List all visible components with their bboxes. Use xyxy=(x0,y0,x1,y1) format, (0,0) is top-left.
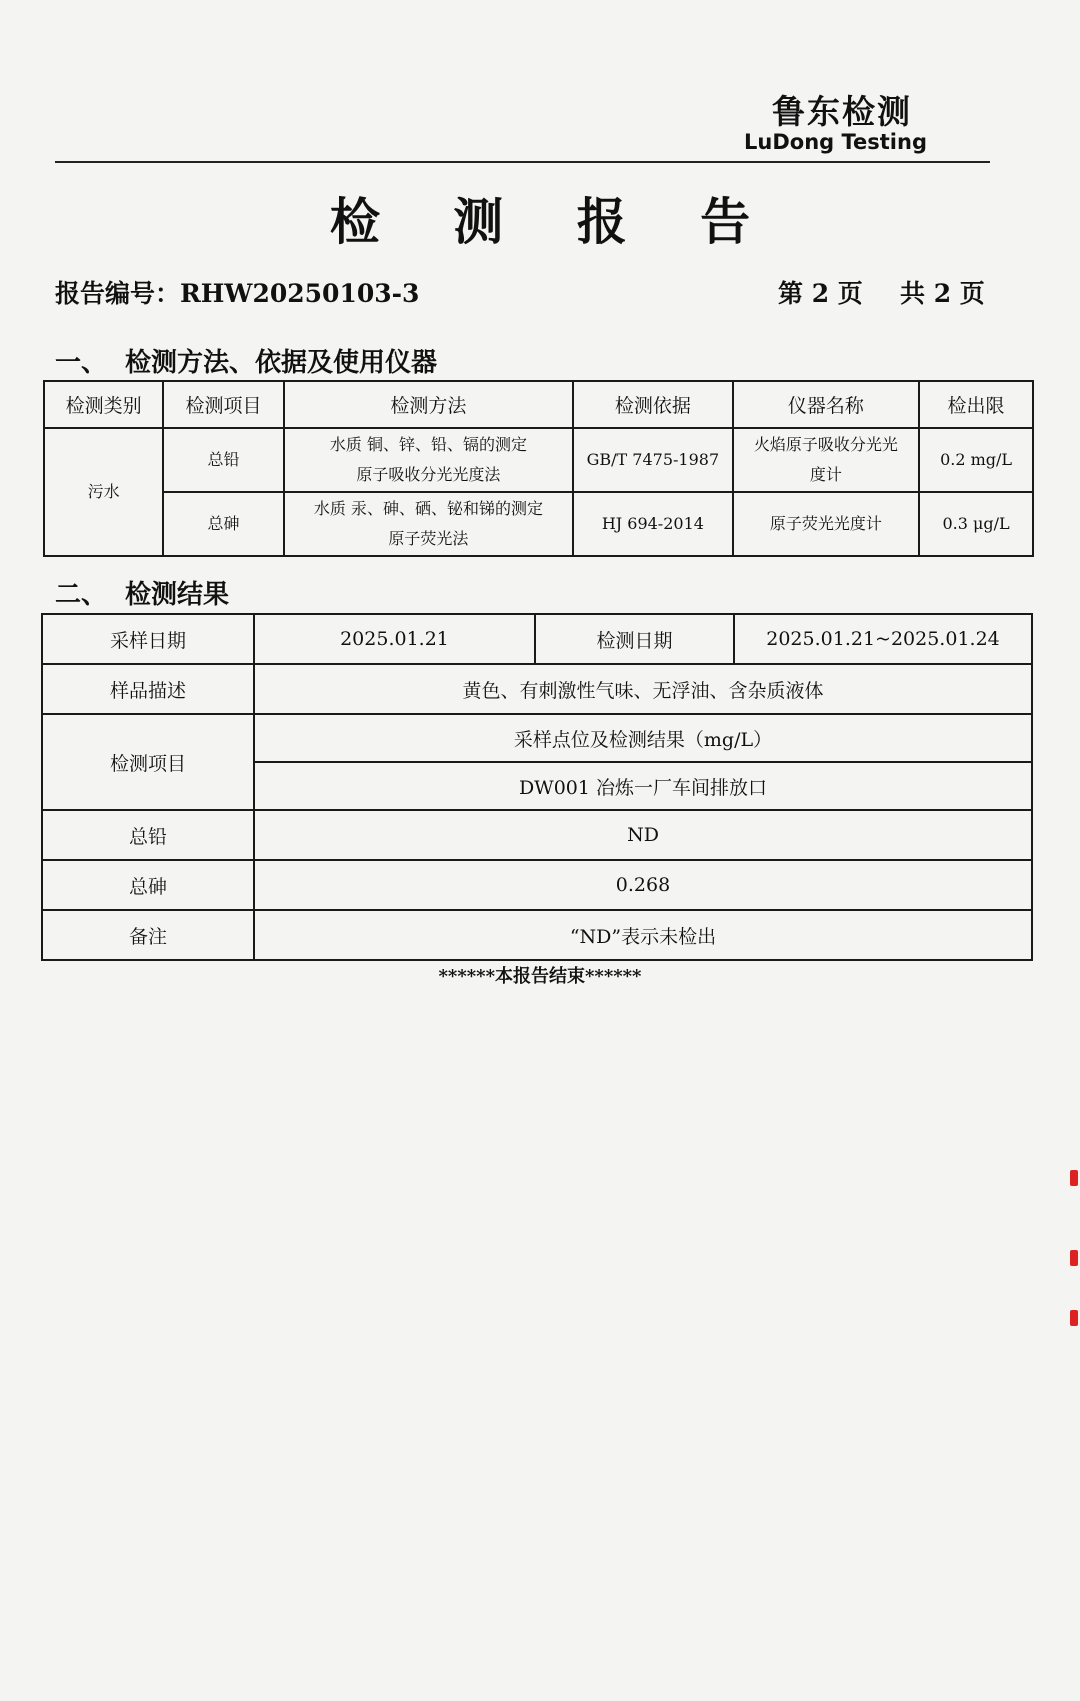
page-total: 共 2 页 xyxy=(900,279,985,308)
report-end-marker: ******本报告结束****** xyxy=(438,966,642,987)
limit-cell: 0.3 μg/L xyxy=(919,492,1033,556)
test-date-value: 2025.01.21~2025.01.24 xyxy=(734,614,1032,664)
basis-cell: GB/T 7475-1987 xyxy=(573,428,732,492)
header-cell: 检测项目 xyxy=(163,381,283,428)
item-cell: 总砷 xyxy=(163,492,283,556)
test-date-label: 检测日期 xyxy=(535,614,734,664)
method-cell xyxy=(284,492,574,556)
logo-cn: 鲁东检测 xyxy=(772,92,912,131)
instrument-line: 度计 xyxy=(809,465,842,484)
sampling-date-value: 2025.01.21 xyxy=(254,614,535,664)
section-1-heading xyxy=(55,342,437,379)
category-cell: 污水 xyxy=(44,428,163,556)
header-rule xyxy=(55,161,990,163)
result-header: 采样点位及检测结果（mg/L） xyxy=(254,714,1032,762)
method-line: 水质 铜、锌、铅、镉的测定 xyxy=(329,435,527,454)
result-item: 总铅 xyxy=(42,810,254,860)
company-logo xyxy=(772,86,912,133)
method-line: 水质 汞、砷、硒、铋和锑的测定 xyxy=(313,499,543,518)
logo-en: LuDong Testing xyxy=(744,130,927,154)
limit-cell: 0.2 mg/L xyxy=(919,428,1033,492)
sample-desc-value: 黄色、有刺激性气味、无浮油、含杂质液体 xyxy=(254,664,1032,714)
remark-value: “ND”表示未检出 xyxy=(254,910,1032,960)
methods-table xyxy=(43,380,1034,557)
table-row xyxy=(42,860,1032,910)
section-2-heading xyxy=(55,574,229,611)
method-line: 原子荧光法 xyxy=(388,529,469,548)
table-row xyxy=(44,428,1033,492)
remark-label: 备注 xyxy=(42,910,254,960)
method-cell xyxy=(284,428,574,492)
sample-desc-label: 样品描述 xyxy=(42,664,254,714)
table-row xyxy=(42,664,1032,714)
table-row xyxy=(42,810,1032,860)
header-cell: 检出限 xyxy=(919,381,1033,428)
result-value: ND xyxy=(254,810,1032,860)
instrument-cell: 原子荧光光度计 xyxy=(733,492,920,556)
sampling-date-label: 采样日期 xyxy=(42,614,254,664)
result-item: 总砷 xyxy=(42,860,254,910)
table-row xyxy=(42,614,1032,664)
page-current: 第 2 页 xyxy=(778,279,863,308)
method-line: 原子吸收分光光度法 xyxy=(356,465,501,484)
header-cell: 检测方法 xyxy=(284,381,574,428)
section-2-number: 二、 xyxy=(55,580,108,610)
basis-cell: HJ 694-2014 xyxy=(573,492,732,556)
report-number: 报告编号：RHW20250103-3 xyxy=(55,279,420,308)
section-1-title: 检测方法、依据及使用仪器 xyxy=(125,348,438,378)
item-cell: 总铅 xyxy=(163,428,283,492)
table-row xyxy=(44,492,1033,556)
sampling-point: DW001 冶炼一厂车间排放口 xyxy=(254,762,1032,810)
methods-header-row xyxy=(44,381,1033,428)
instrument-cell xyxy=(733,428,920,492)
section-1-number: 一、 xyxy=(55,348,108,378)
result-value: 0.268 xyxy=(254,860,1032,910)
results-table xyxy=(41,613,1033,961)
table-row xyxy=(42,910,1032,960)
item-label: 检测项目 xyxy=(42,714,254,810)
section-2-title: 检测结果 xyxy=(125,580,230,610)
table-row xyxy=(42,714,1032,762)
red-stamp-edge xyxy=(1068,1140,1080,1340)
document-title: 检 测 报 告 xyxy=(329,192,779,251)
header-cell: 仪器名称 xyxy=(733,381,920,428)
header-cell: 检测类别 xyxy=(44,381,163,428)
header-cell: 检测依据 xyxy=(573,381,732,428)
instrument-line: 火焰原子吸收分光光 xyxy=(753,435,898,454)
